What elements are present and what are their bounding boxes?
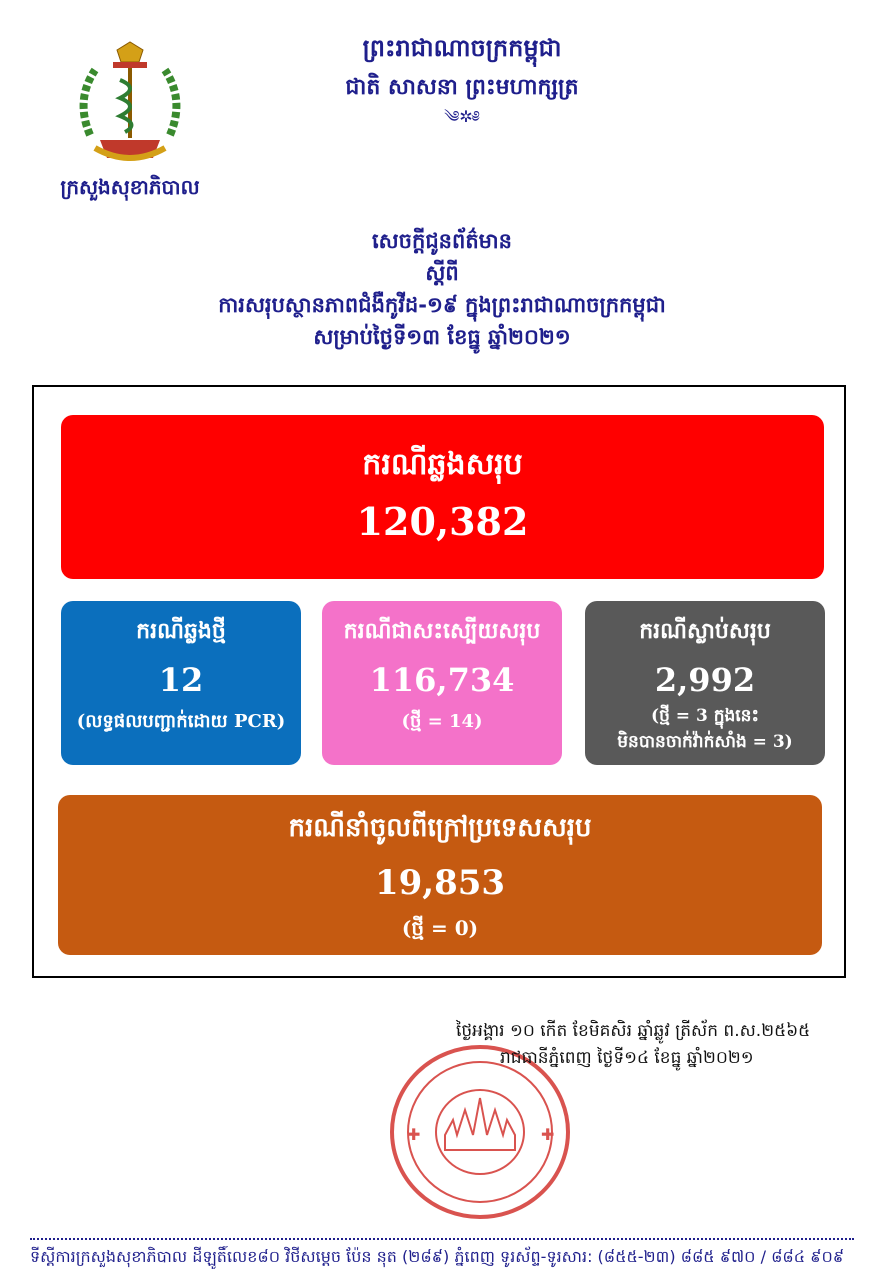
new-cases-note: (លទ្ធផលបញ្ជាក់ដោយ PCR) bbox=[76, 711, 286, 732]
imported-cases-card bbox=[58, 795, 822, 955]
stats-frame bbox=[32, 385, 846, 978]
document-titles bbox=[0, 225, 884, 353]
ornament-divider: ༄✲༅ bbox=[444, 107, 480, 126]
deaths-note-1: (ថ្មី = 3 ក្នុងនេះ bbox=[651, 706, 759, 726]
imported-note: (ថ្មី = 0) bbox=[401, 916, 479, 940]
deaths-value: 2,992 bbox=[654, 661, 756, 699]
total-cases-label: ករណីឆ្លងសរុប bbox=[362, 447, 523, 482]
deaths-label: ករណីស្លាប់សរុប bbox=[639, 618, 771, 644]
national-motto: ជាតិ សាសនា ព្រះមហាក្សត្រ bbox=[345, 75, 579, 100]
ministry-name: ក្រសួងសុខាភិបាល bbox=[60, 175, 200, 199]
solar-date: រាជធានីភ្នំពេញ ថ្ងៃទី១៤ ខែធ្នូ ឆ្នាំ២០២១ bbox=[500, 1048, 754, 1068]
total-cases-value: 120,382 bbox=[356, 499, 529, 544]
document-header bbox=[0, 28, 884, 126]
new-cases-value: 12 bbox=[158, 661, 204, 699]
deaths-note-2: មិនបានចាក់វ៉ាក់សាំង = 3) bbox=[617, 732, 793, 752]
title-announcement: សេចក្តីជូនព័ត៌មាន bbox=[372, 229, 512, 253]
title-regarding: ស្តីពី bbox=[425, 261, 459, 285]
svg-text:✚: ✚ bbox=[541, 1125, 555, 1144]
recovered-value: 116,734 bbox=[369, 661, 515, 699]
recovered-note: (ថ្មី = 14) bbox=[401, 711, 483, 732]
title-date: សម្រាប់ថ្ងៃទី១៣ ខែធ្នូ ឆ្នាំ២០២១ bbox=[313, 325, 571, 349]
footer-address: ទីស្តីការក្រសួងសុខាភិបាល ដីឡូតិ៍លេខ៨០ វិថីសម្តេច ប៉ែន នុត (២៨៩) ភ្នំពេញ ទូរស័ព្ទ-ទូរសារ: (៨៥៥-២៣) ៨៨៥ ៩៧០ / ៨៨៤ ៩០៩ bbox=[30, 1247, 845, 1266]
new-cases-label: ករណីឆ្លងថ្មី bbox=[136, 618, 226, 644]
svg-text:✚: ✚ bbox=[407, 1125, 421, 1144]
deaths-card bbox=[585, 601, 825, 765]
recovered-label: ករណីជាសះស្បើយសរុប bbox=[343, 618, 541, 644]
lunar-date: ថ្ងៃអង្គារ ១០ កើត ខែមិគសិរ ឆ្នាំឆ្លូវ ត្រីស័ក ព.ស.២៥៦៥ bbox=[456, 1021, 811, 1041]
recovered-card bbox=[322, 601, 562, 765]
total-cases-card bbox=[61, 415, 824, 579]
imported-value: 19,853 bbox=[374, 863, 506, 903]
new-cases-card bbox=[61, 601, 301, 765]
imported-label: ករណីនាំចូលពីក្រៅប្រទេសសរុប bbox=[288, 813, 592, 843]
footer-divider bbox=[30, 1238, 854, 1240]
title-subject: ការសរុបស្ថានភាពជំងឺកូវីដ-១៩ ក្នុងព្រះរាជាណាចក្រកម្ពុជា bbox=[218, 293, 666, 317]
kingdom-title: ព្រះរាជាណាចក្រកម្ពុជា bbox=[362, 34, 562, 62]
